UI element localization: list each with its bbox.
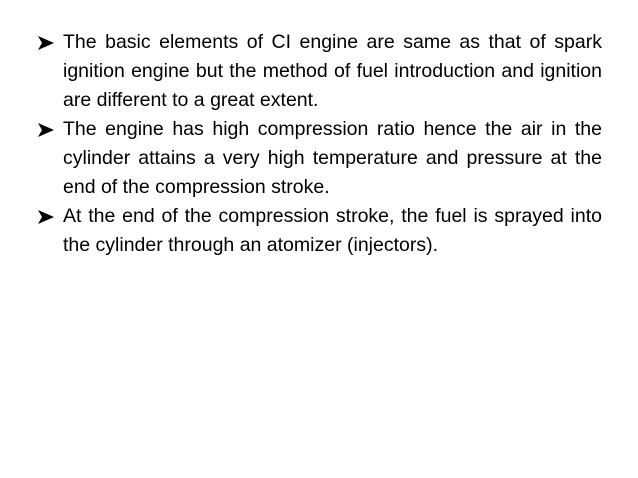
bullet-text: At the end of the compression stroke, the fuel is sprayed into the cylinder through an atomizer (injectors).: [63, 205, 602, 256]
bullet-item: [36, 28, 602, 115]
arrowhead-bullet-icon: [36, 28, 58, 57]
bullet-list: [36, 28, 602, 260]
bullet-text: The engine has high compression ratio hence the air in the cylinder attains a very high temperature and pressure at the end of the compression stroke.: [63, 118, 602, 198]
arrowhead-bullet-icon: [36, 115, 58, 144]
bullet-text: The basic elements of CI engine are same as that of spark ignition engine but the method of fuel introduction and ignition are different to a great extent.: [63, 31, 602, 111]
arrowhead-bullet-icon: [36, 202, 58, 231]
bullet-item: [36, 202, 602, 260]
bullet-item: [36, 115, 602, 202]
